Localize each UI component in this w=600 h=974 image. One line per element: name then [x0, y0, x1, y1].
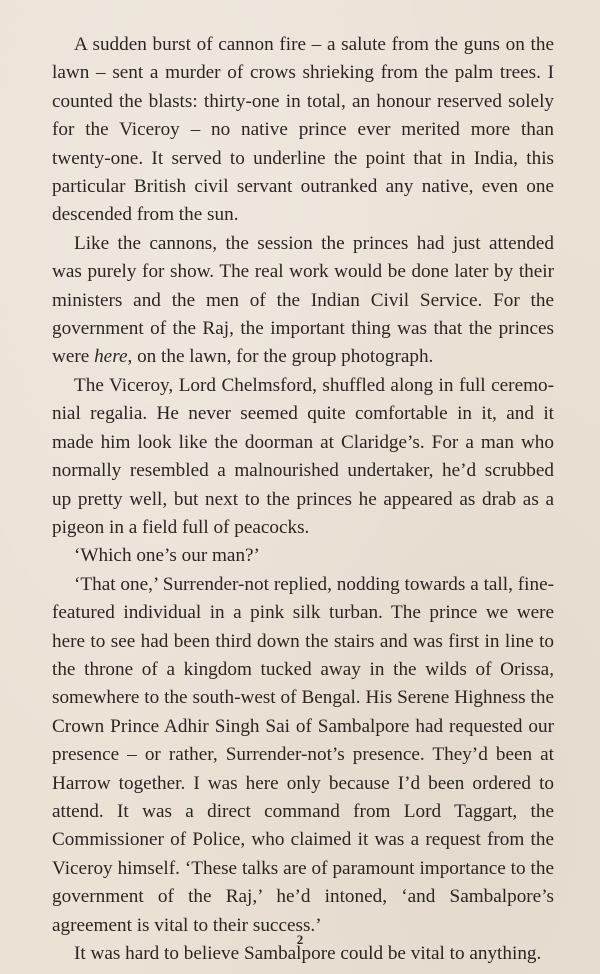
paragraph-2	[52, 230, 554, 372]
paragraph-2-text: Like the cannons, the session the princes had just attended was purely for show. The real work would be done later by their ministers and the men of the Indian Civil Service. For the government of the Raj, the important thing was that the princes were	[52, 232, 554, 368]
paragraph-3: The Viceroy, Lord Chelmsford, shuffled along in full ceremonial regalia. He never seemed quite comfortable in it, and it made him look like the doorman at Claridge’s. For a man who normally resembled a malnourished undertaker, he’d scrubbed up pretty well, but next to the princes he appeared as drab as a pigeon in a field full of peacocks.	[52, 374, 554, 538]
paragraph-1: A sudden burst of cannon fire – a salute from the guns on the lawn – sent a murder of crows shrieking from the palm trees. I counted the blasts: thirty-one in total, an honour reserved solely for the Viceroy – no native prince ever merited more than twenty-one. It served to underline the point that in India, this particular British civil servant outranked any native, even one descended from the sun.	[52, 34, 554, 226]
paragraph-2-after: , on the lawn, for the group photograph.	[127, 346, 434, 368]
paragraph-5: ‘That one,’ Surrender-not replied, nodding towards a tall, fine-featured individual in a pink silk turban. The prince we were here to see had been third down the stairs and was first in line to the throne of a kingdom tucked away in the wilds of Orissa, somewhere to the south-west of Bengal. His Serene Highness the Crown Prince Adhir Singh Sai of Sambalpore had requested our presence – or rather, Surrender-not’s presence. They’d been at Harrow together. I was here only because I’d been ordered to attend. It was a direct command from Lord Taggart, the Commissioner of Police, who claimed it was a request from the Viceroy himself. ‘These talks are of paramount importance to the government of the Raj,’ he’d intoned, ‘and Sambalpore’s agreement is vital to their success.’	[52, 573, 554, 936]
page-number: 2	[296, 932, 304, 947]
paragraph-6: It was hard to believe Sambalpore could be vital to anything.	[74, 943, 542, 964]
paragraph-4: ‘Which one’s our man?’	[74, 545, 260, 567]
body-text	[52, 31, 554, 968]
emphasis-here: here	[94, 346, 128, 368]
